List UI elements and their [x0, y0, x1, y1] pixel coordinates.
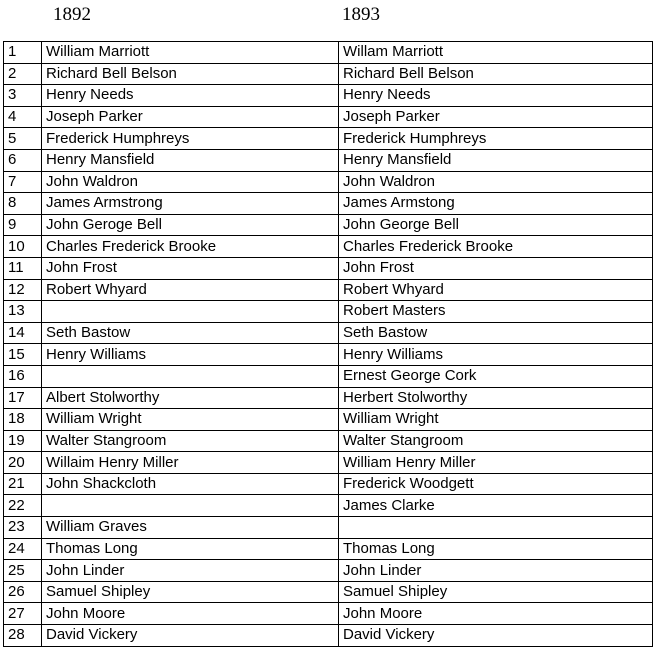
- table-row: [4, 236, 653, 258]
- table-row: [4, 517, 653, 539]
- table-row: [4, 42, 653, 64]
- row-number-cell: 7: [4, 171, 42, 193]
- name-1892-cell: Richard Bell Belson: [42, 63, 339, 85]
- table-row: [4, 128, 653, 150]
- year-1893-heading: 1893: [342, 4, 380, 25]
- table-row: [4, 344, 653, 366]
- table-row: [4, 581, 653, 603]
- row-number-cell: 26: [4, 581, 42, 603]
- row-number-cell: 10: [4, 236, 42, 258]
- table-row: [4, 85, 653, 107]
- name-1893-cell: John Linder: [339, 560, 653, 582]
- name-1892-cell: Samuel Shipley: [42, 581, 339, 603]
- table-row: [4, 257, 653, 279]
- row-number-cell: 8: [4, 193, 42, 215]
- table-row: [4, 301, 653, 323]
- name-1893-cell: Henry Williams: [339, 344, 653, 366]
- name-1893-cell: John Waldron: [339, 171, 653, 193]
- table-row: [4, 603, 653, 625]
- table-row: [4, 149, 653, 171]
- table-row: [4, 538, 653, 560]
- row-number-cell: 24: [4, 538, 42, 560]
- name-1893-cell: Robert Masters: [339, 301, 653, 323]
- name-1892-cell: David Vickery: [42, 625, 339, 647]
- name-1893-cell: Ernest George Cork: [339, 365, 653, 387]
- name-1893-cell: Frederick Humphreys: [339, 128, 653, 150]
- name-1893-cell: William Henry Miller: [339, 452, 653, 474]
- table-row: [4, 322, 653, 344]
- row-number-cell: 6: [4, 149, 42, 171]
- name-1893-cell: [339, 517, 653, 539]
- name-1892-cell: Charles Frederick Brooke: [42, 236, 339, 258]
- table-row: [4, 214, 653, 236]
- name-1893-cell: John Moore: [339, 603, 653, 625]
- name-1893-cell: Robert Whyard: [339, 279, 653, 301]
- name-1892-cell: Albert Stolworthy: [42, 387, 339, 409]
- name-1892-cell: Thomas Long: [42, 538, 339, 560]
- name-1892-cell: [42, 301, 339, 323]
- name-1892-cell: [42, 495, 339, 517]
- table-row: [4, 560, 653, 582]
- name-1892-cell: Henry Williams: [42, 344, 339, 366]
- name-1892-cell: John Frost: [42, 257, 339, 279]
- table-row: [4, 452, 653, 474]
- table-row: [4, 409, 653, 431]
- name-1892-cell: Seth Bastow: [42, 322, 339, 344]
- row-number-cell: 13: [4, 301, 42, 323]
- name-1892-cell: Robert Whyard: [42, 279, 339, 301]
- row-number-cell: 16: [4, 365, 42, 387]
- row-number-cell: 14: [4, 322, 42, 344]
- row-number-cell: 20: [4, 452, 42, 474]
- name-1892-cell: William Wright: [42, 409, 339, 431]
- name-1893-cell: David Vickery: [339, 625, 653, 647]
- name-1893-cell: Joseph Parker: [339, 106, 653, 128]
- name-1892-cell: James Armstrong: [42, 193, 339, 215]
- row-number-cell: 5: [4, 128, 42, 150]
- name-1893-cell: James Clarke: [339, 495, 653, 517]
- name-1893-cell: Thomas Long: [339, 538, 653, 560]
- name-1892-cell: Henry Mansfield: [42, 149, 339, 171]
- name-1892-cell: William Graves: [42, 517, 339, 539]
- name-1892-cell: Willaim Henry Miller: [42, 452, 339, 474]
- table-row: [4, 430, 653, 452]
- table-row: [4, 365, 653, 387]
- name-1893-cell: Henry Needs: [339, 85, 653, 107]
- row-number-cell: 4: [4, 106, 42, 128]
- name-1893-cell: Walter Stangroom: [339, 430, 653, 452]
- row-number-cell: 17: [4, 387, 42, 409]
- roster-table-body: [4, 42, 653, 647]
- row-number-cell: 11: [4, 257, 42, 279]
- row-number-cell: 9: [4, 214, 42, 236]
- name-1893-cell: Samuel Shipley: [339, 581, 653, 603]
- name-1892-cell: John Geroge Bell: [42, 214, 339, 236]
- name-1892-cell: Henry Needs: [42, 85, 339, 107]
- row-number-cell: 2: [4, 63, 42, 85]
- name-1893-cell: Willam Marriott: [339, 42, 653, 64]
- name-1892-cell: Walter Stangroom: [42, 430, 339, 452]
- row-number-cell: 21: [4, 473, 42, 495]
- row-number-cell: 25: [4, 560, 42, 582]
- row-number-cell: 28: [4, 625, 42, 647]
- row-number-cell: 15: [4, 344, 42, 366]
- year-1892-heading: 1892: [53, 4, 91, 25]
- name-1892-cell: John Linder: [42, 560, 339, 582]
- table-row: [4, 473, 653, 495]
- row-number-cell: 22: [4, 495, 42, 517]
- name-1893-cell: Henry Mansfield: [339, 149, 653, 171]
- name-1893-cell: John George Bell: [339, 214, 653, 236]
- name-1893-cell: Seth Bastow: [339, 322, 653, 344]
- table-row: [4, 106, 653, 128]
- name-1892-cell: John Waldron: [42, 171, 339, 193]
- name-1893-cell: Herbert Stolworthy: [339, 387, 653, 409]
- row-number-cell: 3: [4, 85, 42, 107]
- row-number-cell: 23: [4, 517, 42, 539]
- name-1892-cell: Frederick Humphreys: [42, 128, 339, 150]
- table-row: [4, 279, 653, 301]
- row-number-cell: 12: [4, 279, 42, 301]
- table-row: [4, 63, 653, 85]
- name-1893-cell: Richard Bell Belson: [339, 63, 653, 85]
- table-row: [4, 387, 653, 409]
- table-row: [4, 193, 653, 215]
- name-1893-cell: Charles Frederick Brooke: [339, 236, 653, 258]
- row-number-cell: 1: [4, 42, 42, 64]
- row-number-cell: 18: [4, 409, 42, 431]
- name-1892-cell: John Shackcloth: [42, 473, 339, 495]
- row-number-cell: 27: [4, 603, 42, 625]
- name-1893-cell: William Wright: [339, 409, 653, 431]
- table-row: [4, 625, 653, 647]
- name-1893-cell: James Armstong: [339, 193, 653, 215]
- name-1892-cell: William Marriott: [42, 42, 339, 64]
- roster-table: [3, 41, 653, 647]
- name-1893-cell: John Frost: [339, 257, 653, 279]
- name-1892-cell: Joseph Parker: [42, 106, 339, 128]
- table-row: [4, 171, 653, 193]
- name-1892-cell: [42, 365, 339, 387]
- row-number-cell: 19: [4, 430, 42, 452]
- name-1893-cell: Frederick Woodgett: [339, 473, 653, 495]
- name-1892-cell: John Moore: [42, 603, 339, 625]
- table-row: [4, 495, 653, 517]
